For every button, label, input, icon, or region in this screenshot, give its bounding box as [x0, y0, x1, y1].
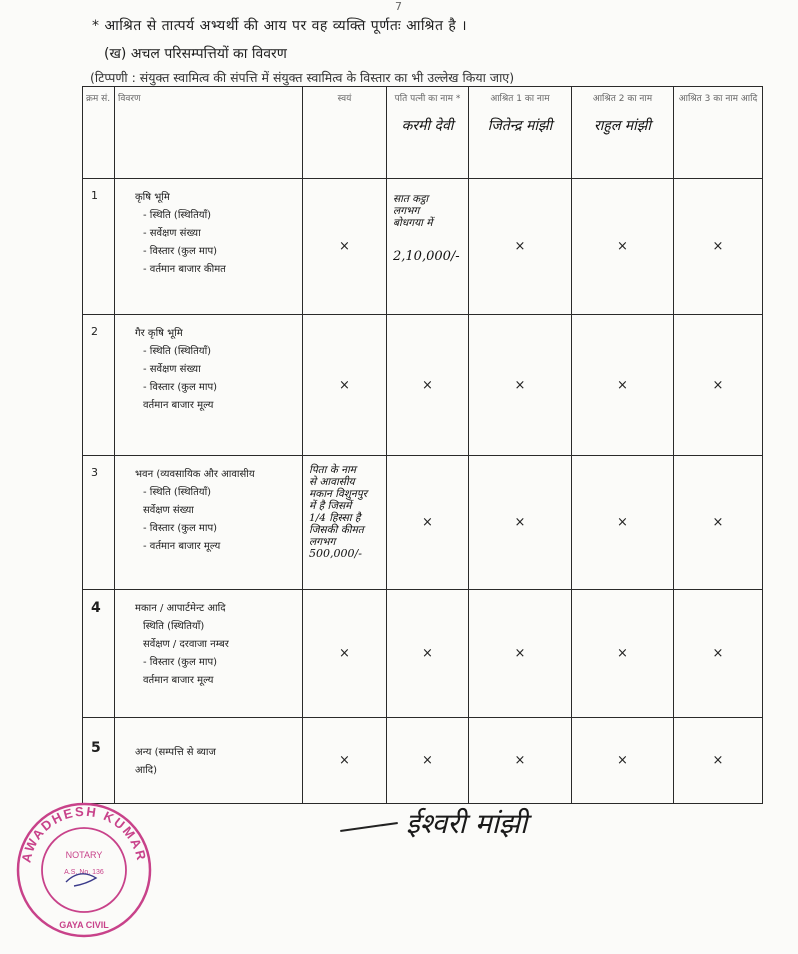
dependent-1-name: जितेन्द्र मांझी: [487, 118, 553, 134]
signature-stroke: [340, 822, 398, 832]
handwritten-line: सात कट्ठा: [393, 193, 429, 205]
handwritten-amount: 500,000/-: [309, 547, 362, 560]
signature: ईश्वरी मांझी: [406, 807, 528, 840]
row-item: वर्तमान बाजार मूल्य: [143, 400, 214, 411]
cell-dependent-1: ×: [469, 315, 572, 456]
row-title: मकान / आपार्टमेन्ट आदि: [135, 603, 226, 614]
row-item: - स्थिति (स्थितियाँ): [143, 487, 212, 498]
joint-ownership-remark: (टिप्पणी : संयुक्त स्वामित्व की संपत्ति में संयुक्त स्वामित्व के विस्तार का भी उल्लेख किया जाए): [90, 70, 515, 85]
handwritten-line: जिसकी कीमत: [309, 524, 364, 536]
stamp-inner-top: NOTARY: [65, 850, 103, 860]
table-header-row: [83, 87, 763, 179]
header-dependent-1: [469, 87, 572, 179]
header-dependent-1-label: आश्रित 1 का नाम: [490, 94, 550, 104]
stamp-outer-text: AWADHESH KUMAR: [18, 803, 150, 864]
handwritten-line: लगभग: [393, 205, 420, 217]
cell-self: ×: [303, 315, 387, 456]
row-serial: 4: [83, 590, 115, 718]
header-self: स्वयं: [303, 87, 387, 179]
handwritten-line: में है जिसमें: [309, 500, 352, 512]
cell-dependent-2: ×: [572, 590, 674, 718]
notary-stamp: [14, 800, 154, 940]
cell-dependent-2: ×: [572, 179, 674, 315]
header-serial: क्रम सं.: [83, 87, 115, 179]
row-title: कृषि भूमि: [135, 192, 170, 203]
row-item: - विस्तार (कुल माप): [143, 523, 218, 534]
cell-dependent-2: ×: [572, 456, 674, 590]
row-description: [115, 590, 303, 718]
section-heading: (ख) अचल परिसम्पत्तियों का विवरण: [104, 46, 287, 62]
cell-self: ×: [303, 179, 387, 315]
stamp-inner-mid: A.S. No. 136: [64, 869, 104, 876]
row-item: सर्वेक्षण / दरवाजा नम्बर: [143, 639, 229, 650]
cell-dependent-1: ×: [469, 179, 572, 315]
row-serial: 3: [83, 456, 115, 590]
spouse-name: करमी देवी: [401, 118, 454, 134]
row-serial: 5: [83, 718, 115, 804]
row-description: [115, 456, 303, 590]
handwritten-amount: 2,10,000/-: [393, 249, 460, 264]
cell-spouse: ×: [387, 315, 469, 456]
header-dependent-3: आश्रित 3 का नाम आदि: [674, 87, 763, 179]
row-description: [115, 315, 303, 456]
table-row: [83, 718, 763, 804]
row-item: - विस्तार (कुल माप): [143, 657, 218, 668]
row-item: - स्थिति (स्थितियाँ): [143, 346, 212, 357]
cell-spouse: [387, 179, 469, 315]
handwritten-line: लगभग: [309, 536, 336, 548]
table-row: [83, 315, 763, 456]
header-dependent-2: [572, 87, 674, 179]
cell-dependent-3: ×: [674, 590, 763, 718]
row-serial: 1: [83, 179, 115, 315]
dependent-2-name: राहुल मांझी: [594, 118, 651, 134]
row-item: सर्वेक्षण संख्या: [143, 505, 194, 516]
row-item: - विस्तार (कुल माप): [143, 246, 218, 257]
cell-self: ×: [303, 718, 387, 804]
cell-dependent-1: ×: [469, 718, 572, 804]
row-item: - सर्वेक्षण संख्या: [143, 364, 201, 375]
cell-dependent-3: ×: [674, 315, 763, 456]
row-item: स्थिति (स्थितियाँ): [143, 621, 205, 632]
row-item: आदि): [135, 765, 158, 776]
handwritten-line: 1/4 हिस्सा है: [309, 512, 361, 524]
cell-dependent-1: ×: [469, 590, 572, 718]
table-row: [83, 179, 763, 315]
table-row: [83, 456, 763, 590]
row-serial: 2: [83, 315, 115, 456]
cell-dependent-2: ×: [572, 718, 674, 804]
handwritten-line: पिता के नाम: [309, 464, 356, 476]
table-row: [83, 590, 763, 718]
handwritten-line: मकान विशुनपुर: [309, 488, 368, 500]
row-item: - विस्तार (कुल माप): [143, 382, 218, 393]
cell-spouse: ×: [387, 456, 469, 590]
row-description: [115, 718, 303, 804]
page-mark: 7: [395, 0, 402, 13]
row-title: अन्य (सम्पत्ति से ब्याज: [135, 747, 216, 758]
row-title: भवन (व्यवसायिक और आवासीय: [135, 469, 255, 480]
cell-self: [303, 456, 387, 590]
stamp-inner-bottom: GAYA CIVIL: [59, 920, 109, 930]
cell-dependent-1: ×: [469, 456, 572, 590]
row-description: [115, 179, 303, 315]
header-description: विवरण: [115, 87, 303, 179]
cell-dependent-3: ×: [674, 179, 763, 315]
row-title: गैर कृषि भूमि: [135, 328, 183, 339]
immovable-assets-table: [82, 86, 763, 804]
handwritten-line: से आवासीय: [309, 476, 355, 488]
cell-spouse: ×: [387, 590, 469, 718]
row-item: - सर्वेक्षण संख्या: [143, 228, 201, 239]
header-spouse: [387, 87, 469, 179]
cell-spouse: ×: [387, 718, 469, 804]
header-spouse-label: पति पत्नी का नाम *: [394, 94, 461, 104]
cell-dependent-3: ×: [674, 718, 763, 804]
header-dependent-2-label: आश्रित 2 का नाम: [592, 94, 653, 104]
cell-dependent-2: ×: [572, 315, 674, 456]
row-item: वर्तमान बाजार मूल्य: [143, 675, 214, 686]
cell-self: ×: [303, 590, 387, 718]
row-item: - वर्तमान बाजार मूल्य: [143, 541, 221, 552]
row-item: - वर्तमान बाजार कीमत: [143, 264, 226, 275]
cell-dependent-3: ×: [674, 456, 763, 590]
row-item: - स्थिति (स्थितियाँ): [143, 210, 212, 221]
handwritten-line: बोधगया में: [393, 217, 433, 229]
dependent-note: * आश्रित से तात्पर्य अभ्यर्थी की आय पर वह व्यक्ति पूर्णतः आश्रित है ।: [92, 18, 468, 34]
